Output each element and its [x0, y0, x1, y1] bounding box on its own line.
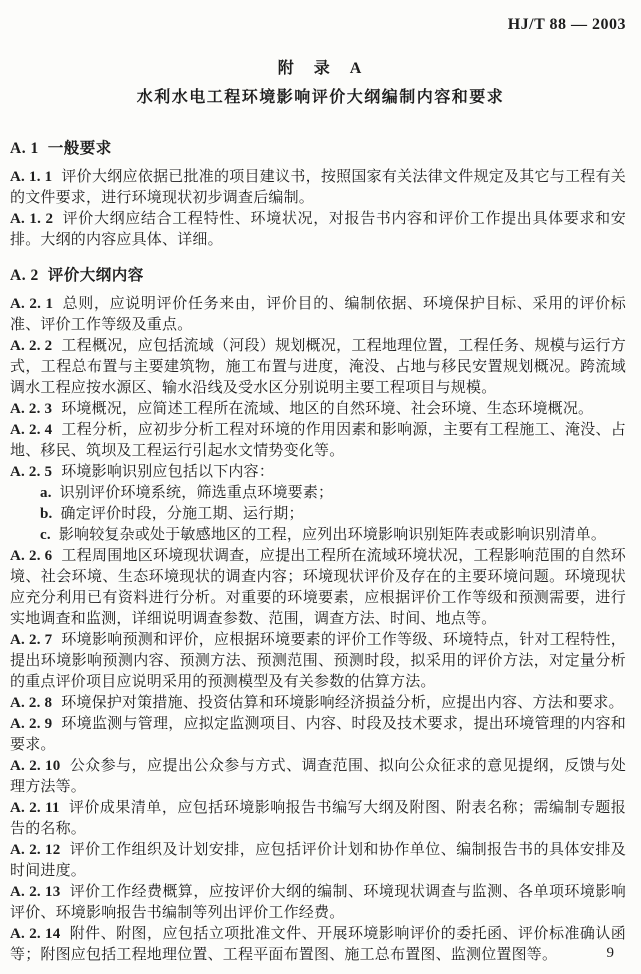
- clause-a-2-14: A. 2. 14 附件、附图，应包括立项批准文件、开展环境影响评价的委托函、评价标准确认函等；附图应包括工程地理位置、工程平面布置图、施工总布置图、监测位置图等。: [10, 926, 626, 963]
- clause-a-2-8: A. 2. 8 环境保护对策措施、投资估算和环境影响经济损益分析，应提出内容、方法和要求。: [10, 695, 624, 711]
- standard-code: HJ/T 88 — 2003: [507, 16, 626, 33]
- clause-a-2-3: A. 2. 3 环境概况，应简述工程所在流域、地区的自然环境、社会环境、生态环境概况。: [10, 401, 594, 417]
- clause-a-1-2: A. 1. 2 评价大纲应结合工程特性、环境状况，对报告书内容和评价工作提出具体要求和安排。大纲的内容应具体、详细。: [10, 211, 626, 248]
- clause-a-2-10: A. 2. 10 公众参与，应提出公众参与方式、调查范围、拟向公众征求的意见提纲，反馈与处理方法等。: [10, 758, 626, 795]
- clause-a-2-1: A. 2. 1 总则，应说明评价任务来由，评价目的、编制依据、环境保护目标、采用的评价标准、评价工作等级及重点。: [10, 296, 626, 333]
- clause-a-2-7: A. 2. 7 环境影响预测和评价，应根据环境要素的评价工作等级、环境特点，针对工程特性，提出环境影响预测内容、预测方法、预测范围、预测时段，拟采用的评价方法，对定量分析的重点评价项目应说明采用的预测模型及有关参数的估算方法。: [10, 632, 627, 690]
- heading-a-1-num: A. 1: [10, 140, 39, 157]
- clause-a-2-11: A. 2. 11 评价成果清单，应包括环境影响报告书编写大纲及附图、附表名称；需编制专题报告的名称。: [10, 800, 626, 837]
- clause-a-2-6: A. 2. 6 工程周围地区环境现状调查，应提出工程所在流域环境状况，工程影响范围的自然环境、社会环境、生态环境现状的调查内容；环境现状评价及存在的主要环境问题。环境现状应充分利用已有资料进行分析。对重要的环境要素，应根据评价工作等级和预测需要，进行实地调查和监测，详细说明调查参数、范围，调查方法、时间、地点等。: [10, 548, 627, 627]
- list-item-a: a. 识别评价环境系统，筛选重点环境要素；: [40, 485, 334, 501]
- clause-a-2-5-list: [10, 483, 626, 546]
- document-body: [10, 138, 626, 966]
- heading-a-2-title: 评价大纲内容: [47, 267, 144, 284]
- clause-a-2-9: A. 2. 9 环境监测与管理，应拟定监测项目、内容、时段及技术要求，提出环境管理的内容和要求。: [10, 716, 627, 753]
- heading-a-1-title: 一般要求: [47, 140, 112, 157]
- clause-a-2-2: A. 2. 2 工程概况，应包括流域（河段）规划概况，工程地理位置，工程任务、规模与运行方式，工程总布置与主要建筑物，施工布置与进度，淹没、占地与移民安置规划概况。跨流域调水工程应按水源区、输水沿线及受水区分别说明主要工程项目与规模。: [10, 338, 627, 396]
- list-item-b: b. 确定评价时段，分施工期、运行期；: [40, 506, 304, 522]
- clause-a-1-1: A. 1. 1 评价大纲应依据已批准的项目建议书，按照国家有关法律文件规定及其它与工程有关的文件要求，进行环境现状初步调查后编制。: [10, 169, 627, 206]
- clause-a-2-4: A. 2. 4 工程分析，应初步分析工程对环境的作用因素和影响源，主要有工程施工、淹没、占地、移民、筑坝及工程运行引起水文情势变化等。: [10, 422, 627, 459]
- clause-a-2-12: A. 2. 12 评价工作组织及计划安排，应包括评价计划和协作单位、编制报告书的具体安排及时间进度。: [10, 842, 626, 879]
- clause-a-2-5: A. 2. 5 环境影响识别应包括以下内容：: [10, 464, 275, 480]
- heading-a-2: [10, 265, 626, 287]
- appendix-title: 水利水电工程环境影响评价大纲编制内容和要求: [136, 89, 505, 106]
- page-number: 9: [606, 945, 614, 961]
- title-block: [0, 58, 641, 109]
- list-item-c: c. 影响较复杂或处于敏感地区的工程，应列出环境影响识别矩阵表或影响识别清单。: [40, 527, 607, 543]
- heading-a-1: [10, 138, 626, 160]
- clause-a-2-13: A. 2. 13 评价工作经费概算，应按评价大纲的编制、环境现状调查与监测、各单项环境影响评价、环境影响报告书编制等列出评价工作经费。: [10, 884, 626, 921]
- heading-a-2-num: A. 2: [10, 267, 39, 284]
- appendix-label: 附 录 A: [277, 60, 364, 77]
